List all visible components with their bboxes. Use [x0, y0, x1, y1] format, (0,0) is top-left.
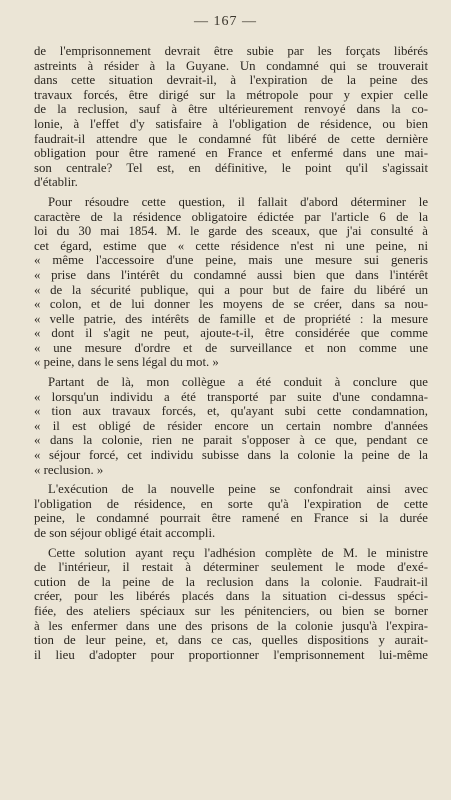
paragraph-1: [34, 44, 428, 190]
text-line: d'établir.: [34, 175, 78, 190]
text-line: « tion aux travaux forcés, et, qu'ayant subi cette condamnation,: [34, 404, 428, 419]
text-line: de l'intérieur, il restait à déterminer seulement le mode d'exé-: [34, 560, 428, 575]
paragraph-3: [34, 375, 428, 477]
text-line: « dans la colonie, rien ne parait s'opposer à ce que, pendant ce: [34, 433, 428, 448]
text-line: tion de leur peine, et, dans ce cas, quelles dispositions y aurait-: [34, 633, 428, 648]
text-line: de l'emprisonnement devrait être subie par les forçats libérés: [34, 44, 428, 58]
text-line: astreints à résider à la Guyane. Un condamné qui se trouverait: [34, 58, 428, 73]
text-line: lonie, à l'effet d'y satisfaire à l'obligation de résidence, ou bien: [34, 116, 428, 131]
text-line: il lieu d'adopter pour proportionner l'emprisonnement lui-même: [34, 647, 428, 662]
text-line: travaux forcés, être dirigé sur la métropole pour y expier celle: [34, 87, 428, 102]
text-line: de son séjour obligé était accompli.: [34, 526, 216, 540]
text-line: « peine, dans le sens légal du mot. »: [34, 355, 219, 370]
text-line: « prise dans l'intérêt du condamné aussi bien que dans l'intérêt: [34, 267, 428, 282]
text-line: Cette solution ayant reçu l'adhésion complète de M. le ministre: [48, 545, 428, 560]
text-line: loi du 30 mai 1854. M. le garde des sceaux, que j'ai consulté à: [34, 224, 428, 239]
text-line: « reclusion. »: [34, 462, 104, 477]
text-line: cution de la peine de la reclusion dans la colonie. Faudrait-il: [34, 574, 428, 589]
text-line: « il est obligé de résider encore un certain nombre d'années: [34, 418, 428, 433]
text-line: faudrait-il attendre que le condamné fût libéré de cette dernière: [34, 131, 428, 146]
text-line: fiée, des ateliers spéciaux sur les pénitenciers, ou bien se borner: [34, 603, 428, 618]
paragraph-4: [34, 482, 428, 540]
text-line: son centrale? Tel est, en définitive, le point qu'il s'agissait: [34, 160, 428, 175]
paragraph-5: [34, 546, 428, 663]
text-line: L'exécution de la nouvelle peine se confondrait ainsi avec: [48, 482, 428, 497]
page-number: — 167 —: [194, 14, 257, 29]
text-line: « de la sécurité publique, qui a pour but de faire du libéré un: [34, 282, 428, 297]
text-line: « séjour forcé, cet individu subisse dans la colonie la peine de la: [34, 448, 428, 463]
text-line: à les enfermer dans une des prisons de la colonie jusqu'à l'expira-: [34, 618, 428, 633]
text-line: dans cette situation devrait-il, à l'expiration de la peine des: [34, 73, 428, 88]
text-line: Partant de là, mon collègue a été conduit à conclure que: [48, 375, 428, 390]
text-line: « même l'accessoire d'une peine, mais une mesure sui generis: [34, 253, 428, 268]
text-line: « lorsqu'un individu a été transporté par suite d'une condamna-: [34, 389, 428, 404]
text-line: cet égard, estime que « cette résidence n'est ni une peine, ni: [34, 238, 428, 253]
text-line: obligation pour être ramené en France et enfermé dans une mai-: [34, 146, 428, 161]
text-line: « une mesure d'ordre et de surveillance et non comme une: [34, 340, 428, 355]
text-line: créer, pour les libérés placés dans la situation ci-dessus spéci-: [34, 589, 428, 604]
text-line: « velle patrie, des intérêts de famille et de propriété : la mesure: [34, 311, 428, 326]
text-line: « dont il s'agit ne peut, ajoute-t-il, être considérée que comme: [34, 326, 428, 341]
text-line: peine, le condamné pourrait être ramené en France si la durée: [34, 511, 428, 526]
paragraph-2: [34, 195, 428, 370]
text-line: « colon, et de lui donner les moyens de se créer, dans sa nou-: [34, 297, 428, 312]
text-line: de la reclusion, sauf à être ultérieurement renvoyé dans la co-: [34, 102, 428, 117]
body-text: [34, 44, 428, 662]
text-line: Pour résoudre cette question, il fallait d'abord déterminer le: [48, 194, 428, 209]
text-line: caractère de la résidence obligatoire édictée par l'article 6 de la: [34, 209, 428, 224]
text-line: l'obligation de résidence, en sorte qu'à l'expiration de cette: [34, 496, 428, 511]
